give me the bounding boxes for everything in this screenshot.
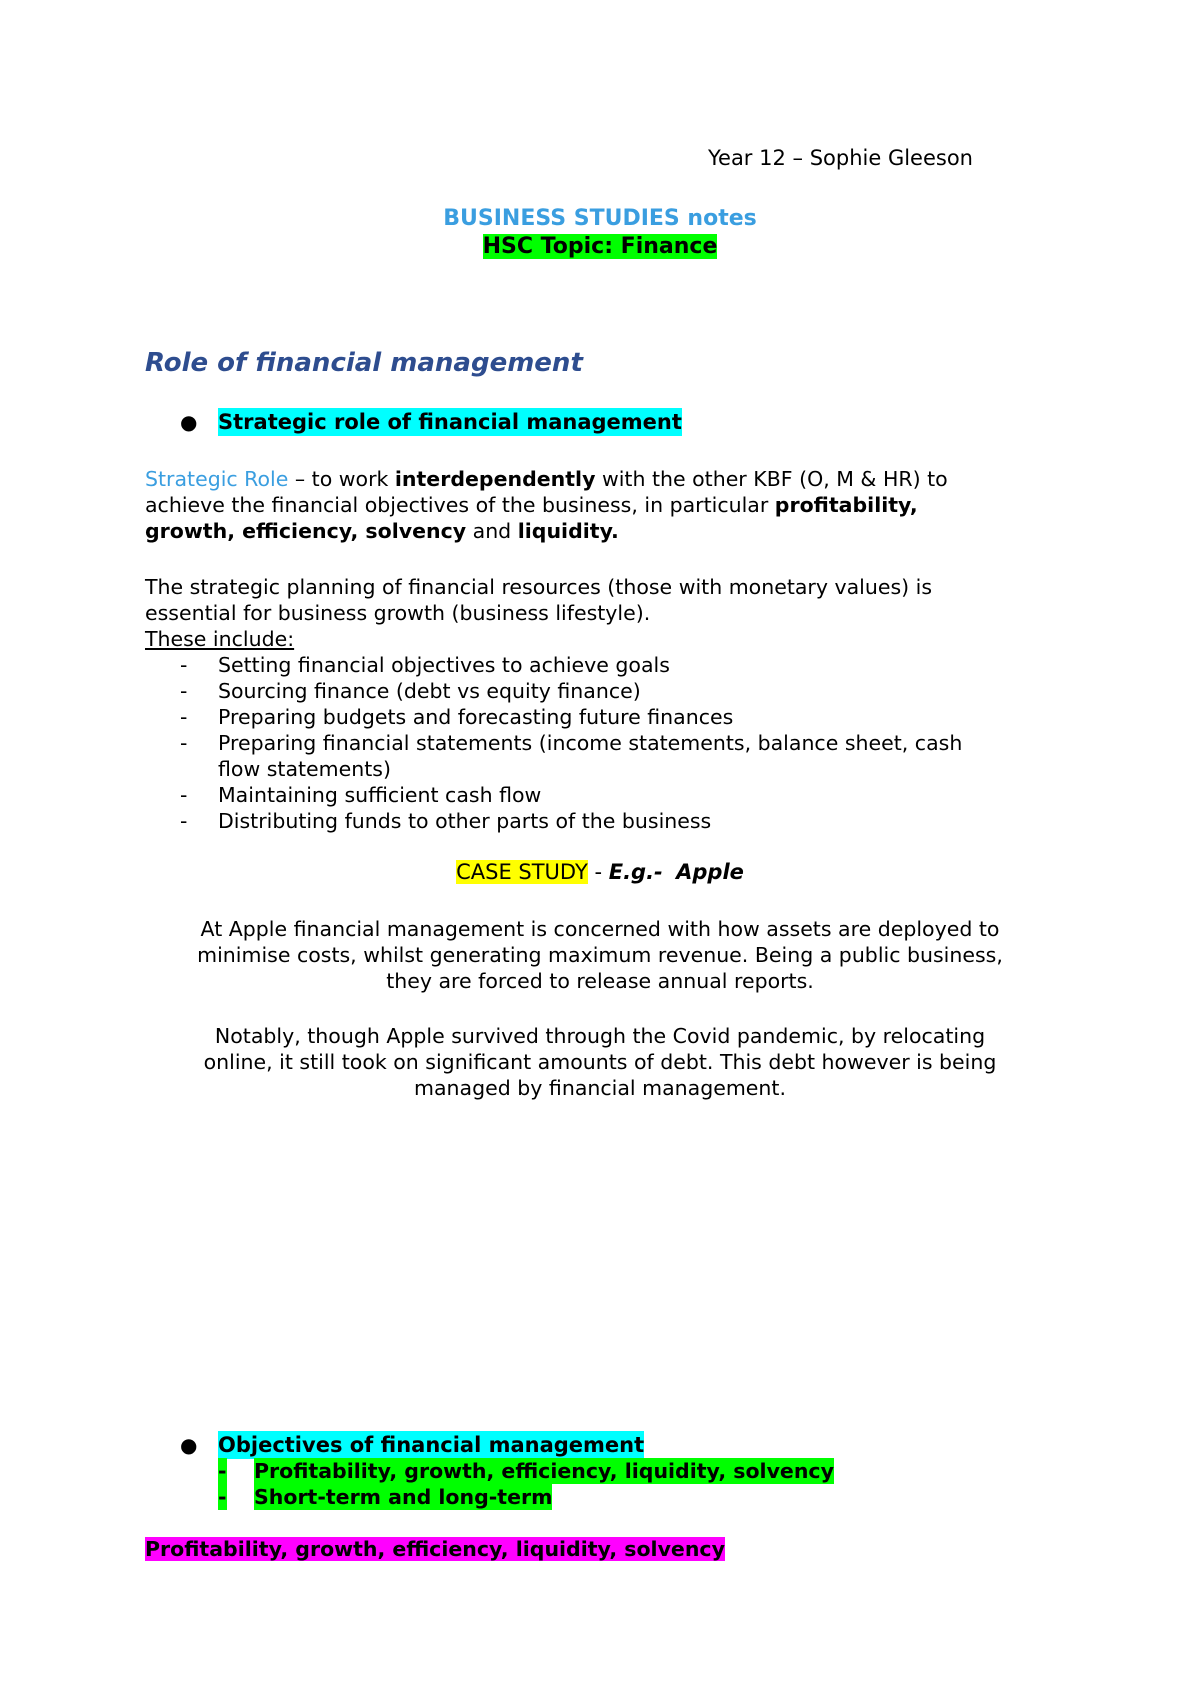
- document-subtitle: HSC Topic: Finance: [482, 234, 718, 259]
- these-include-label: These include:: [145, 627, 295, 651]
- paragraph-line: The strategic planning of financial resources (those with monetary values) is: [145, 575, 933, 599]
- document-page: Year 12 – Sophie Gleeson BUSINESS STUDIES notes HSC Topic: Finance Role of financial management ● Strategic role of financial management Strategic Role – to work interdependently with the other KBF (O, M & HR) to achieve the financial objectives of the business, in particular profitability, growth, efficiency, solvency and liquidity. The strategic planning of financial resources (those with monetary values) is essential for business growth (business lifestyle). These include: - Setting financial objectives to achieve goals - Sourcing finance (debt vs equity finance) - Preparing budgets and forecasting future finances - Preparing financial statements (income statements, balance sheet, cash flow statements) - Maintaining sufficient cash flow - Distributing funds to other parts of the business CASE STUDY - E.g.- Apple At Apple financial management is concerned with how assets are deployed to minimise costs, whilst generating maximum revenue. Being a public business, they are forced to release annual reports. Notably, though Apple survived through the Covid pandemic, by relocating online, it still took on significant amounts of debt. This debt however is being managed by financial management. ● Objectives of financial management - Profitability, growth, efficiency, liquidity, solvency - Short-term and long-term Profitability, growth, efficiency, liquidity, solvency: [0, 0, 1200, 1696]
- paragraph-line: At Apple financial management is concerned with how assets are deployed to: [200, 917, 1000, 941]
- paragraph-line: managed by financial management.: [414, 1076, 786, 1100]
- text-run: -: [587, 860, 609, 884]
- strategic-line-2: [145, 492, 948, 518]
- bullet-icon: ●: [180, 1433, 198, 1457]
- paragraph-line: Notably, though Apple survived through the Covid pandemic, by relocating: [214, 1024, 986, 1048]
- paragraph-line: online, it still took on significant amounts of debt. This debt however is being: [203, 1050, 997, 1074]
- bullet-text: Objectives of financial management: [218, 1433, 645, 1457]
- bullet-text: Strategic role of financial management: [218, 410, 682, 434]
- case-paragraph-2: [0, 1023, 1200, 1101]
- document-title: BUSINESS STUDIES notes: [443, 206, 757, 231]
- paragraph-line: essential for business growth (business lifestyle).: [145, 601, 651, 625]
- text-run: and: [466, 519, 518, 543]
- eg-label: E.g.-: [608, 860, 663, 884]
- paragraph-line: minimise costs, whilst generating maximum revenue. Being a public business,: [197, 943, 1003, 967]
- text-run-bold: interdependently: [394, 467, 596, 491]
- company-name: Apple: [676, 860, 744, 884]
- bullet-icon: ●: [180, 410, 198, 434]
- planning-paragraph: [145, 574, 932, 652]
- paragraph-line: they are forced to release annual reports.: [386, 969, 814, 993]
- text-run: with the other KBF (O, M & HR) to: [595, 467, 948, 491]
- subtitle-wrap: [0, 233, 1200, 261]
- author-line: Year 12 – Sophie Gleeson: [707, 146, 973, 170]
- text-run-bold: liquidity.: [517, 519, 619, 543]
- strategic-line-1: [145, 466, 948, 492]
- case-paragraph-1: [0, 916, 1200, 994]
- text-run: – to work: [288, 467, 395, 491]
- text-run-bold: growth, efficiency, solvency: [145, 519, 467, 543]
- case-study-heading: [0, 860, 1200, 884]
- section-heading: Role of financial management: [145, 348, 583, 378]
- text-run: achieve the financial objectives of the business, in particular: [145, 493, 775, 517]
- text-run-bold: profitability,: [774, 493, 918, 517]
- strategic-role-label: Strategic Role: [145, 467, 289, 491]
- strategic-role-paragraph: [145, 466, 948, 544]
- case-study-label: CASE STUDY: [456, 860, 588, 884]
- final-summary-line: [145, 1536, 725, 1562]
- strategic-line-3: [145, 518, 948, 544]
- summary-text: Profitability, growth, efficiency, liquidity, solvency: [145, 1537, 725, 1561]
